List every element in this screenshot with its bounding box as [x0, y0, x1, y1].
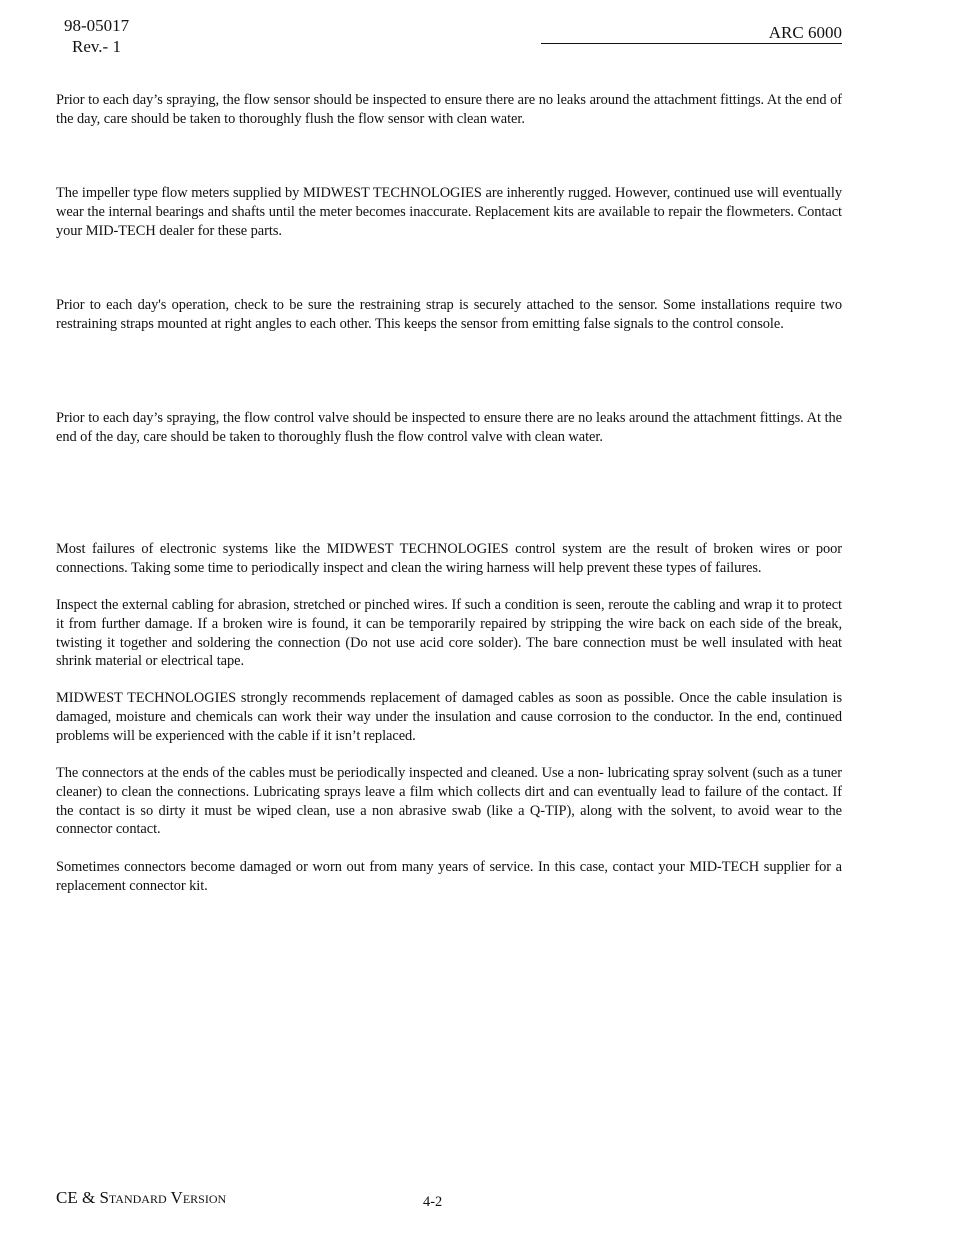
- paragraph-electronic-failures: Most failures of electronic systems like the MIDWEST TECHNOLOGIES control system are the result of broken wires or poor connections. Taking some time to periodically inspect and clean the wiring harness will help prevent these types of failures.: [56, 541, 842, 576]
- product-title: ARC 6000: [541, 23, 842, 44]
- doc-number: 98-05017: [64, 16, 130, 35]
- paragraph-cable-replacement: MIDWEST TECHNOLOGIES strongly recommends replacement of damaged cables as soon as possible. Once the cable insulation is damaged, moisture and chemicals can work their way under the insulation and cause corrosion to the conductor. In the end, continued problems will be experienced with the cable if it isn’t replaced.: [56, 690, 842, 744]
- paragraph-flow-control-valve: Prior to each day’s spraying, the flow control valve should be inspected to ensure there are no leaks around the attachment fittings. At the end of the day, care should be taken to thoroughly flush the flow control valve with clean water.: [56, 410, 842, 445]
- footer-edition: [56, 1188, 226, 1208]
- paragraph-connector-cleaning: The connectors at the ends of the cables must be periodically inspected and cleaned. Use a non- lubricating spray solvent (such as a tuner cleaner) to clean the connections. Lubricating sprays leave a film which collects dirt and can eventually lead to failure of the contact. If the contact is so dirty it must be wiped clean, use a non abrasive swab (like a Q-TIP), along with the solvent, to avoid wear to the connector contact.: [56, 765, 842, 838]
- footer-edition-name: Standard Version: [99, 1188, 227, 1207]
- footer-edition-prefix: CE &: [56, 1188, 100, 1207]
- paragraph-cabling-inspection: Inspect the external cabling for abrasion, stretched or pinched wires. If such a condition is seen, reroute the cabling and wrap it to protect it from further damage. If a broken wire is found, it can be temporarily repaired by stripping the wire back on each side of the break, twisting it together and soldering the connection (Do not use acid core solder). The bare connection must be well insulated with heat shrink material or electrical tape.: [56, 597, 842, 670]
- paragraph-restraining-strap: Prior to each day's operation, check to be sure the restraining strap is securely attached to the sensor. Some installations require two restraining straps mounted at right angles to each other. This keeps the sensor from emitting false signals to the control console.: [56, 297, 842, 332]
- paragraph-flow-meter-wear: The impeller type flow meters supplied by MIDWEST TECHNOLOGIES are inherently rugged. However, continued use will eventually wear the internal bearings and shafts until the meter becomes inaccurate. Replacement kits are available to repair the flowmeters. Contact your MID-TECH dealer for these parts.: [56, 185, 842, 239]
- doc-revision: Rev.- 1: [72, 37, 121, 56]
- paragraph-connector-kit: Sometimes connectors become damaged or worn out from many years of service. In this case, contact your MID-TECH supplier for a replacement connector kit.: [56, 859, 842, 894]
- paragraph-flow-sensor-inspection: Prior to each day’s spraying, the flow sensor should be inspected to ensure there are no leaks around the attachment fittings. At the end of the day, care should be taken to thoroughly flush the flow sensor with clean water.: [56, 92, 842, 127]
- page-number: 4-2: [423, 1194, 443, 1210]
